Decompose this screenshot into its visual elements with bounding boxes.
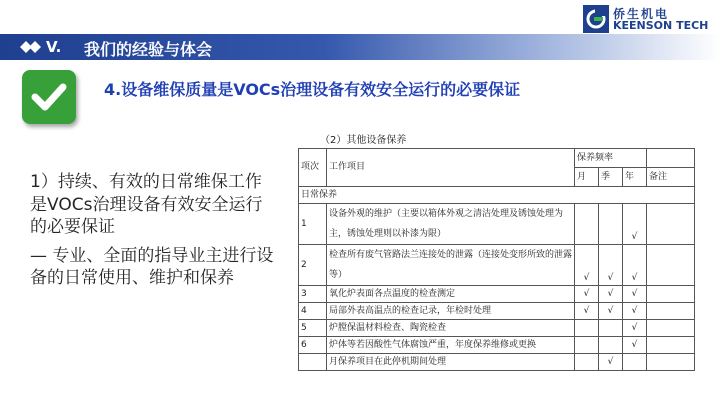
logo-en-text: KEENSON TECH bbox=[613, 19, 709, 32]
header-year: 年 bbox=[623, 168, 647, 187]
table-header-row bbox=[299, 149, 695, 168]
row-year: √ bbox=[623, 204, 647, 245]
row-no bbox=[299, 354, 327, 371]
table-row bbox=[299, 320, 695, 337]
checkmark-badge-icon bbox=[22, 70, 76, 124]
diamond-arrows-icon bbox=[20, 40, 42, 54]
keenson-logo bbox=[583, 4, 713, 34]
row-year bbox=[623, 354, 647, 371]
row-year: √ bbox=[623, 303, 647, 320]
row-month: √ bbox=[575, 286, 599, 303]
row-note bbox=[647, 245, 695, 286]
section-title: 我们的经验与体会 bbox=[84, 40, 213, 59]
row-year: √ bbox=[623, 320, 647, 337]
row-quarter: √ bbox=[599, 303, 623, 320]
section-number: V. bbox=[46, 38, 62, 56]
slide-subtitle: 4.设备维保质量是VOCs治理设备有效安全运行的必要保证 bbox=[104, 80, 521, 99]
row-quarter: √ bbox=[599, 245, 623, 286]
row-item: 局部外表高温点的检查记录，年检时处理 bbox=[327, 303, 575, 320]
keenson-logo-icon bbox=[583, 5, 609, 33]
row-quarter bbox=[599, 320, 623, 337]
maintenance-table bbox=[298, 148, 695, 371]
row-year: √ bbox=[623, 245, 647, 286]
row-no: 1 bbox=[299, 204, 327, 245]
header-month: 月 bbox=[575, 168, 599, 187]
row-month bbox=[575, 337, 599, 354]
header-frequency: 保养频率 bbox=[575, 149, 647, 168]
table-row bbox=[299, 354, 695, 371]
row-item: 炉体等若因酸性气体腐蚀严重，年度保养维修或更换 bbox=[327, 337, 575, 354]
row-note bbox=[647, 320, 695, 337]
row-note bbox=[647, 204, 695, 245]
row-year: √ bbox=[623, 337, 647, 354]
table-caption: （2）其他设备保养 bbox=[320, 135, 407, 146]
row-note bbox=[647, 286, 695, 303]
row-month bbox=[575, 320, 599, 337]
header-item: 工作项目 bbox=[327, 149, 575, 187]
row-note bbox=[647, 303, 695, 320]
row-month: √ bbox=[575, 245, 599, 286]
body-paragraph-1: 1）持续、有效的日常维保工作是VOCs治理设备有效安全运行的必要保证 bbox=[30, 172, 263, 237]
checkmark-icon bbox=[22, 70, 76, 124]
row-item: 氧化炉表面各点温度的检查测定 bbox=[327, 286, 575, 303]
row-note bbox=[647, 354, 695, 371]
row-no: 3 bbox=[299, 286, 327, 303]
header-no: 项次 bbox=[299, 149, 327, 187]
row-month bbox=[575, 354, 599, 371]
row-quarter bbox=[599, 204, 623, 245]
section-header-bar bbox=[0, 34, 720, 60]
row-month bbox=[575, 204, 599, 245]
table-row bbox=[299, 303, 695, 320]
row-quarter: √ bbox=[599, 286, 623, 303]
row-month: √ bbox=[575, 303, 599, 320]
row-item: 设备外观的维护（主要以箱体外观之清洁处理及锈蚀处理为主，锈蚀处理则以补漆为限） bbox=[327, 204, 575, 245]
row-year: √ bbox=[623, 286, 647, 303]
row-item: 月保养项目在此停机期间处理 bbox=[327, 354, 575, 371]
logo-cn-text: 侨生机电 bbox=[613, 7, 670, 21]
header-blank bbox=[647, 149, 695, 168]
row-no: 4 bbox=[299, 303, 327, 320]
row-no: 5 bbox=[299, 320, 327, 337]
table-row bbox=[299, 204, 695, 245]
body-paragraph-2: — 专业、全面的指导业主进行设备的日常使用、维护和保养 bbox=[30, 245, 274, 288]
table-row bbox=[299, 245, 695, 286]
table-section-row bbox=[299, 187, 695, 204]
table-row bbox=[299, 337, 695, 354]
row-item: 检查所有废气管路法兰连接处的泄露（连接处变形所致的泄露等） bbox=[327, 245, 575, 286]
header-quarter: 季 bbox=[599, 168, 623, 187]
row-item: 炉膛保温材料检查、陶瓷检查 bbox=[327, 320, 575, 337]
table-row bbox=[299, 286, 695, 303]
section-label: 日常保养 bbox=[299, 187, 695, 204]
row-no: 6 bbox=[299, 337, 327, 354]
row-quarter bbox=[599, 337, 623, 354]
row-quarter: √ bbox=[599, 354, 623, 371]
row-no: 2 bbox=[299, 245, 327, 286]
header-note: 备注 bbox=[647, 168, 695, 187]
body-text bbox=[30, 171, 275, 296]
row-note bbox=[647, 337, 695, 354]
